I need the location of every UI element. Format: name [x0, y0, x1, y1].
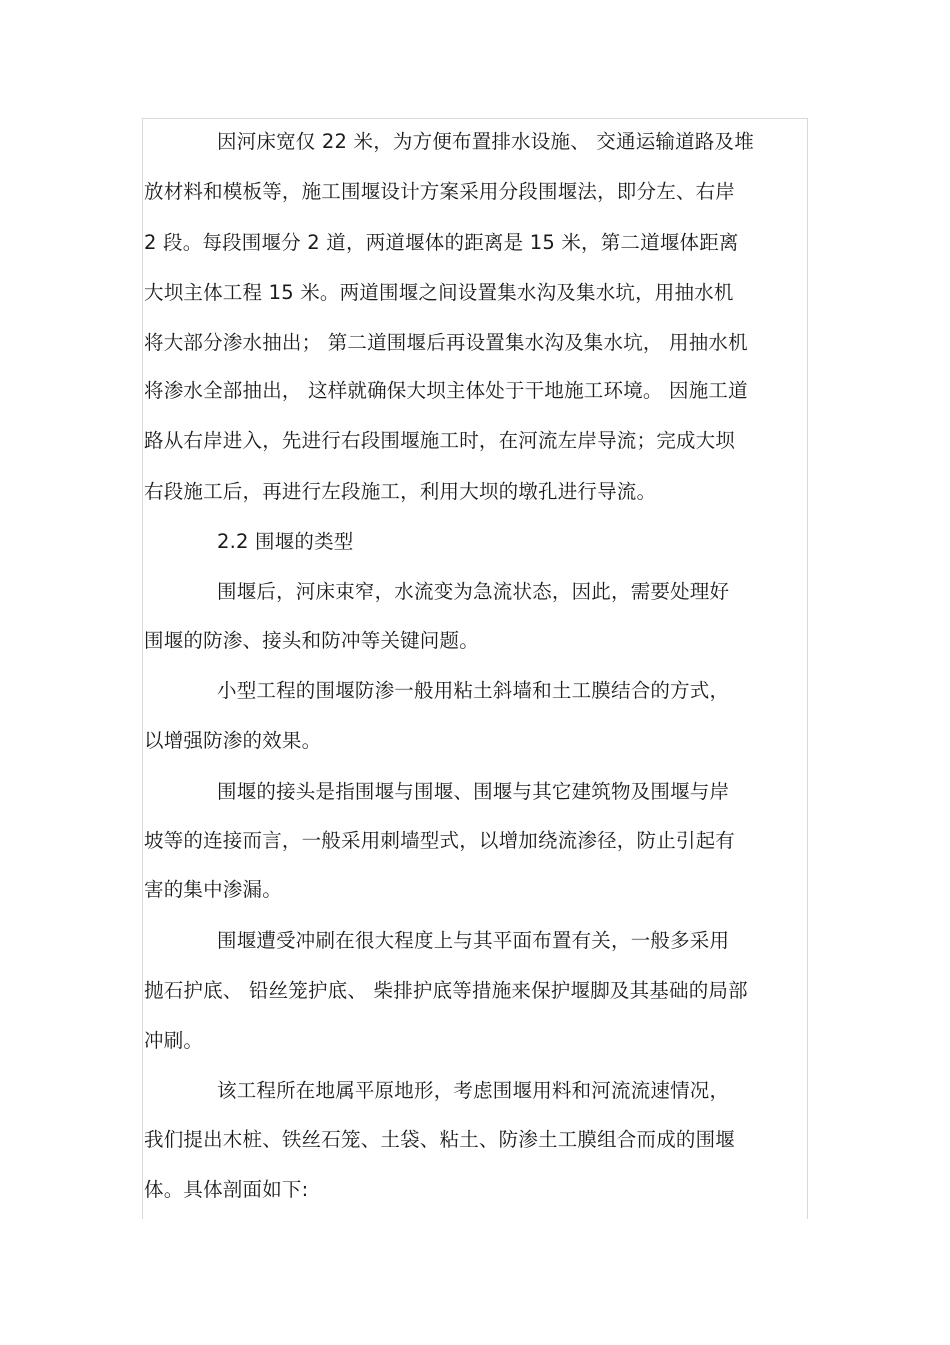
paragraph-5-line-2: 抛石护底、 铅丝笼护底、 柴排护底等措施来保护堰脚及其基础的局部 — [144, 979, 748, 1002]
paragraph-1-line-6: 将渗水全部抽出， 这样就确保大坝主体处于干地施工环境。 因施工道 — [144, 379, 748, 402]
section-heading: 2.2 围堰的类型 — [217, 530, 354, 553]
paragraph-1-line-4: 大坝主体工程 15 米。两道围堰之间设置集水沟及集水坑，用抽水机 — [144, 281, 734, 304]
paragraph-4-line-2: 坡等的连接而言，一般采用刺墙型式，以增加绕流渗径，防止引起有 — [144, 829, 736, 852]
paragraph-2-line-2: 围堰的防渗、接头和防冲等关键问题。 — [144, 629, 479, 652]
paragraph-3-line-2: 以增强防渗的效果。 — [144, 729, 322, 752]
paragraph-1-line-3: 2 段。每段围堰分 2 道，两道堰体的距离是 15 米，第二道堰体距离 — [144, 231, 739, 254]
paragraph-1-line-1: 因河床宽仅 22 米，为方便布置排水设施、 交通运输道路及堆 — [217, 130, 754, 153]
paragraph-1-line-2: 放材料和模板等，施工围堰设计方案采用分段围堰法，即分左、右岸 — [144, 180, 736, 203]
paragraph-1-line-5: 将大部分渗水抽出； 第二道围堰后再设置集水沟及集水坑， 用抽水机 — [144, 331, 748, 354]
paragraph-5-line-3: 冲刷。 — [144, 1029, 204, 1052]
paragraph-1-line-8: 右段施工后，再进行左段施工，利用大坝的墩孔进行导流。 — [144, 480, 657, 503]
paragraph-2-line-1: 围堰后，河床束窄，水流变为急流状态，因此，需要处理好 — [217, 580, 730, 603]
paragraph-5-line-1: 围堰遭受冲刷在很大程度上与其平面布置有关，一般多采用 — [217, 929, 730, 952]
paragraph-3-line-1: 小型工程的围堰防渗一般用粘土斜墙和土工膜结合的方式， — [217, 679, 730, 702]
paragraph-6-line-2: 我们提出木桩、铁丝石笼、土袋、粘土、防渗土工膜组合而成的围堰 — [144, 1128, 736, 1151]
paragraph-4-line-3: 害的集中渗漏。 — [144, 878, 282, 901]
paragraph-4-line-1: 围堰的接头是指围堰与围堰、围堰与其它建筑物及围堰与岸 — [217, 780, 730, 803]
paragraph-1-line-7: 路从右岸进入，先进行右段围堰施工时，在河流左岸导流；完成大坝 — [144, 429, 736, 452]
paragraph-6-line-3: 体。具体剖面如下: — [144, 1178, 309, 1201]
paragraph-6-line-1: 该工程所在地属平原地形，考虑围堰用料和河流流速情况， — [217, 1079, 730, 1102]
